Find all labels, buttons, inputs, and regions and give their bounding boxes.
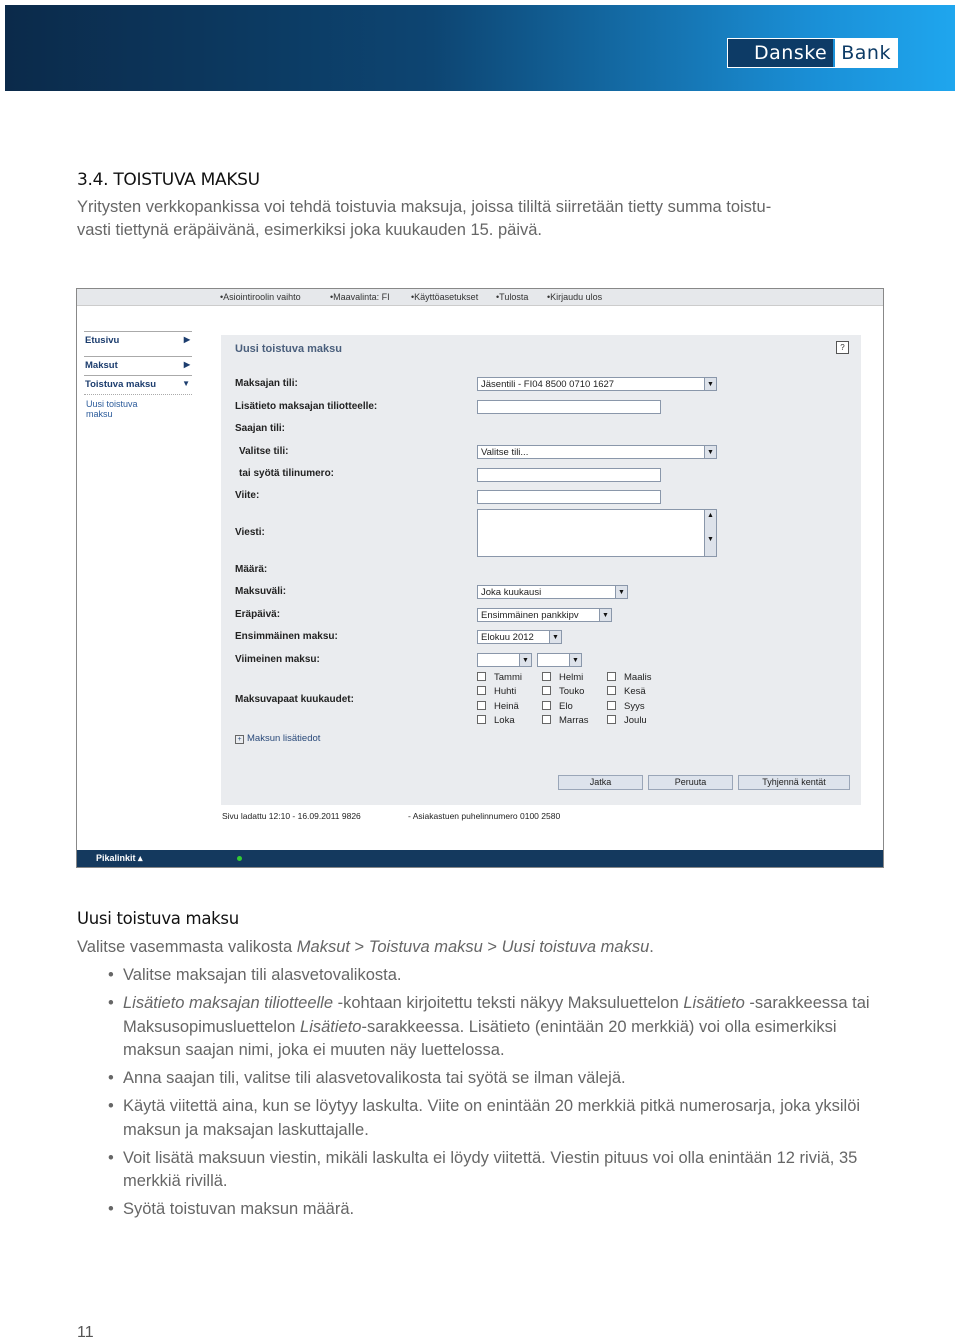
checkbox-helmi[interactable] <box>542 672 583 683</box>
bullet-2-text-2: -sarakkeessa tai Maksusopimusluettelon <box>123 994 870 1036</box>
help-icon[interactable]: ? <box>836 341 849 354</box>
quick-links-button[interactable]: Pikalinkit ▴ <box>96 853 143 863</box>
month-label: Maalis <box>624 672 652 683</box>
dropdown-arrow-icon: ▼ <box>569 654 581 666</box>
path-toistuva: Toistuva maksu <box>368 938 483 956</box>
subsection-paragraph <box>77 936 654 959</box>
page-loaded-info: Sivu ladattu 12:10 - 16.09.2011 9826 <box>222 811 361 821</box>
interval-value: Joka kuukausi <box>481 587 542 598</box>
account-number-input[interactable] <box>477 468 661 482</box>
bullet-6: • Syötä toistuvan maksun määrä. <box>77 1198 877 1222</box>
dropdown-arrow-icon: ▼ <box>615 586 627 598</box>
checkbox-heina[interactable] <box>477 701 519 712</box>
sidebar-label-toistuva: Toistuva maksu <box>85 379 157 390</box>
reference-input[interactable] <box>477 490 661 504</box>
recipient-account-value: Valitse tili... <box>481 447 529 458</box>
sidebar-item-toistuva[interactable] <box>84 375 192 395</box>
checkbox-syys[interactable] <box>607 701 645 712</box>
bullet-5: • Voit lisätä maksuun viestin, mikäli laskulta ei löydy viitettä. Viestin pituus voi olla enintään 12 riviä, 35 merkkiä rivillä. <box>77 1147 877 1194</box>
para-end: . <box>649 938 654 956</box>
bullet-2-italic-1: Lisätieto maksajan tiliotteelle <box>123 994 334 1012</box>
intro-line-2: vasti tiettynä eräpäivänä, esimerkiksi joka kuukauden 15. päivä. <box>77 221 543 239</box>
checkbox-loka[interactable] <box>477 715 515 726</box>
label-viimeinen: Viimeinen maksu: <box>235 654 320 665</box>
scroll-down-icon: ▼ <box>707 536 714 543</box>
label-lisatieto: Lisätieto maksajan tiliotteelle: <box>235 401 378 412</box>
sidebar-menu <box>84 331 192 419</box>
bullet-2-italic-2: Lisätieto <box>683 994 745 1012</box>
month-label: Elo <box>559 701 573 712</box>
dropdown-arrow-icon: ▼ <box>549 631 561 643</box>
checkbox-box[interactable] <box>477 715 486 724</box>
payment-details-label: Maksun lisätiedot <box>247 733 321 744</box>
checkbox-elo[interactable] <box>542 701 573 712</box>
last-payment-year-select[interactable] <box>537 653 582 667</box>
label-tai-syota: tai syötä tilinumero: <box>239 468 335 479</box>
para-start: Valitse vasemmasta valikosta <box>77 938 297 956</box>
interval-select[interactable] <box>477 585 628 599</box>
path-uusi: Uusi toistuva maksu <box>501 938 650 956</box>
month-label: Loka <box>494 715 515 726</box>
month-label: Joulu <box>624 715 647 726</box>
nav-country[interactable]: •Maavalinta: FI <box>330 292 390 302</box>
month-label: Heinä <box>494 701 519 712</box>
checkbox-tammi[interactable] <box>477 672 522 683</box>
month-label: Tammi <box>494 672 522 683</box>
chevron-right-icon: ▶ <box>183 360 190 369</box>
bullet-2 <box>77 992 877 1063</box>
label-maksuvapaat: Maksuvapaat kuukaudet: <box>235 694 354 705</box>
dropdown-arrow-icon: ▼ <box>704 378 716 390</box>
month-label: Touko <box>559 686 585 697</box>
checkbox-box[interactable] <box>477 701 486 710</box>
dropdown-arrow-icon: ▼ <box>519 654 531 666</box>
dropdown-arrow-icon: ▼ <box>599 609 611 621</box>
checkbox-kesa[interactable] <box>607 686 646 697</box>
section-title: 3.4. TOISTUVA MAKSU <box>77 170 260 190</box>
path-separator: > <box>482 938 502 956</box>
support-phone-info: - Asiakastuen puhelinnumero 0100 2580 <box>408 811 561 821</box>
label-ensimmainen: Ensimmäinen maksu: <box>235 631 338 642</box>
checkbox-box[interactable] <box>542 686 551 695</box>
recipient-account-select[interactable] <box>477 445 717 459</box>
label-maksajan-tili: Maksajan tili: <box>235 378 298 389</box>
intro-line-1: Yritysten verkkopankissa voi tehdä toistuvia maksuja, joissa tililtä siirretään tietty summa toistu- <box>77 198 772 216</box>
continue-button[interactable]: Jatka <box>558 775 643 790</box>
checkbox-box[interactable] <box>607 686 616 695</box>
page-number: 11 <box>77 1324 94 1341</box>
checkbox-box[interactable] <box>607 701 616 710</box>
month-label: Huhti <box>494 686 517 697</box>
chevron-right-icon: ▶ <box>183 335 190 344</box>
month-label: Helmi <box>559 672 584 683</box>
top-navigation <box>77 289 883 306</box>
bullet-1: • Valitse maksajan tili alasvetovalikosta. <box>77 964 877 988</box>
status-indicator-icon <box>237 856 242 861</box>
form-panel <box>221 335 861 805</box>
logo-word-danske: Danske <box>728 39 833 67</box>
first-payment-select[interactable] <box>477 630 562 644</box>
checkbox-box[interactable] <box>477 672 486 681</box>
message-textarea[interactable] <box>477 509 717 557</box>
checkbox-box[interactable] <box>542 672 551 681</box>
checkbox-joulu[interactable] <box>607 715 647 726</box>
label-saajan-tili: Saajan tili: <box>235 423 286 434</box>
extra-info-input[interactable] <box>477 400 661 414</box>
label-erapaiva: Eräpäivä: <box>235 609 281 620</box>
dropdown-arrow-icon: ▼ <box>704 446 716 458</box>
first-payment-value: Elokuu 2012 <box>481 632 534 643</box>
bullet-4: • Käytä viitettä aina, kun se löytyy laskulta. Viite on enintään 20 merkkiä pitkä numerosarja, joka yksilöi maksun ja maksajan laskuttajalle. <box>77 1095 877 1142</box>
month-label: Kesä <box>624 686 646 697</box>
checkbox-huhti[interactable] <box>477 686 516 697</box>
checkbox-box[interactable] <box>607 672 616 681</box>
chevron-down-icon: ▼ <box>182 379 190 388</box>
checkbox-box[interactable] <box>542 701 551 710</box>
bank-ui-screenshot <box>76 288 884 868</box>
nav-logout[interactable]: •Kirjaudu ulos <box>547 292 603 302</box>
month-label: Syys <box>624 701 645 712</box>
sidebar-item-etusivu[interactable] <box>84 331 192 350</box>
nav-print[interactable]: •Tulosta <box>496 292 529 302</box>
bullet-2-text-1: -kohtaan kirjoitettu teksti näkyy Maksuluettelon <box>333 994 684 1012</box>
danske-bank-logo <box>727 38 898 68</box>
due-date-value: Ensimmäinen pankkipv <box>481 610 579 621</box>
sidebar-label-maksut: Maksut <box>85 360 118 371</box>
checkbox-marras[interactable] <box>542 715 589 726</box>
scroll-up-icon: ▲ <box>707 512 714 519</box>
nav-settings[interactable]: •Käyttöasetukset <box>411 292 479 302</box>
sidebar-label-etusivu: Etusivu <box>85 335 120 346</box>
payer-account-select[interactable] <box>477 377 717 391</box>
section-intro <box>77 196 887 242</box>
checkbox-maalis[interactable] <box>607 672 651 683</box>
bullet-2-text-3: -sarakkeessa. Lisätieto (enintään 20 merkkiä) voi olla esimerkiksi maksun saajan nimi, joka ei muuten näy luettelossa. <box>123 1017 837 1059</box>
cancel-button[interactable]: Peruuta <box>648 775 733 790</box>
checkbox-touko[interactable] <box>542 686 584 697</box>
checkbox-box[interactable] <box>477 686 486 695</box>
instruction-list <box>77 964 877 1226</box>
bullet-2-italic-3: Lisätieto <box>300 1017 362 1036</box>
textarea-scrollbar[interactable] <box>704 510 716 556</box>
bullet-3: • Anna saajan tili, valitse tili alasvetovalikosta tai syötä se ilman välejä. <box>77 1067 877 1091</box>
panel-title: Uusi toistuva maksu <box>235 343 342 355</box>
label-viite: Viite: <box>235 490 260 501</box>
header-banner <box>5 5 955 91</box>
logo-word-bank: Bank <box>835 39 897 67</box>
path-maksut: Maksut <box>296 938 350 956</box>
checkbox-box[interactable] <box>542 715 551 724</box>
sidebar-item-uusi[interactable]: Uusi toistuva maksu <box>86 399 138 419</box>
plus-icon: + <box>235 735 244 744</box>
clear-fields-button[interactable]: Tyhjennä kentät <box>738 775 850 790</box>
sidebar-item-maksut[interactable] <box>84 356 192 375</box>
label-valitse-tili: Valitse tili: <box>239 446 289 457</box>
payment-details-toggle[interactable] <box>235 733 320 744</box>
label-maksuvali: Maksuväli: <box>235 586 287 597</box>
label-viesti: Viesti: <box>235 527 265 538</box>
checkbox-box[interactable] <box>607 715 616 724</box>
last-payment-month-select[interactable] <box>477 653 532 667</box>
due-date-select[interactable] <box>477 608 612 622</box>
bottom-bar <box>77 850 883 867</box>
payer-account-value: Jäsentili - FI04 8500 0710 1627 <box>481 379 615 390</box>
path-separator: > <box>349 938 369 956</box>
subsection-title: Uusi toistuva maksu <box>77 909 239 928</box>
nav-role-switch[interactable]: •Asiointiroolin vaihto <box>220 292 301 302</box>
label-maara: Määrä: <box>235 564 268 575</box>
month-label: Marras <box>559 715 589 726</box>
